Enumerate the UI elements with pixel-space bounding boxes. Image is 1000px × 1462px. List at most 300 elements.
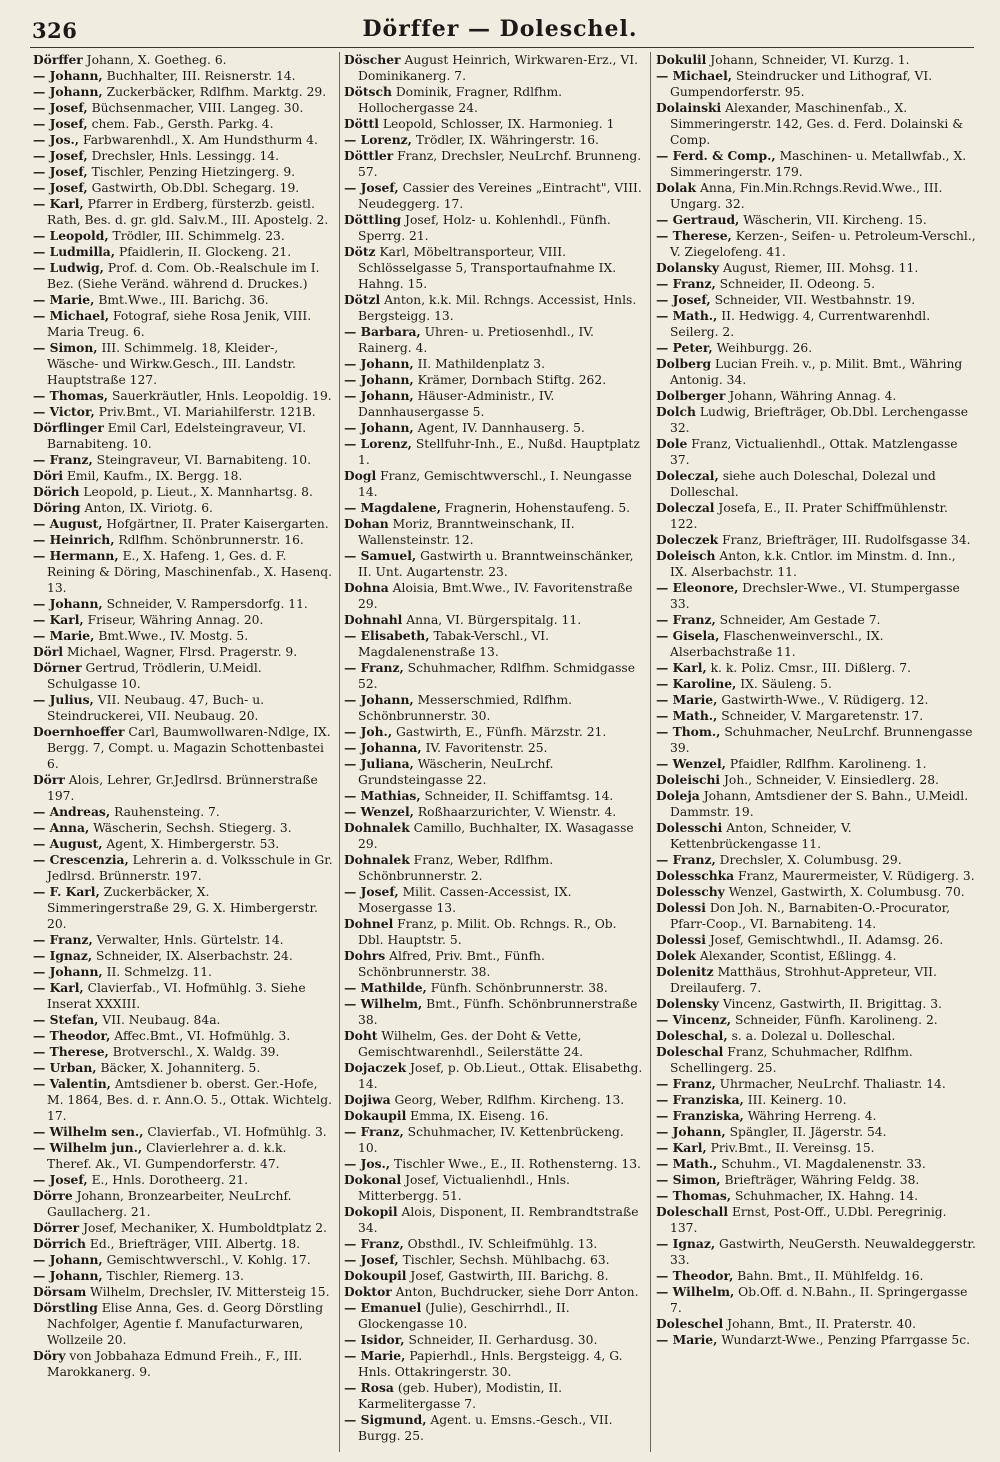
directory-entry [656, 1204, 976, 1236]
directory-entry [656, 148, 976, 180]
entry-details: Zuckerbäcker, Rdlfhm. Marktg. 29. [106, 85, 327, 99]
entry-details: Friseur, Währing Annag. 20. [87, 613, 264, 627]
directory-entry [344, 516, 644, 548]
directory-entry [656, 1108, 976, 1124]
entry-details: Schneider, II. Odeong. 5. [719, 277, 876, 291]
entry-details: Drechsler-Wwe., VI. Stumpergasse 33. [670, 581, 960, 611]
entry-details: Trödler, IX. Währingerstr. 16. [415, 133, 599, 147]
entry-details: Moriz, Branntweinschank, II. Wallensteinstr. 12. [358, 517, 575, 547]
directory-entry [656, 468, 976, 500]
column-middle [344, 52, 651, 1452]
entry-details: Gertrud, Trödlerin, U.Meidl. Schulgasse 10. [47, 661, 262, 691]
entry-name: — Andreas, [33, 804, 111, 819]
entry-details: Tabak-Verschl., VI. Magdalenenstraße 13. [358, 629, 550, 659]
entry-details: Bäcker, X. Johanniterg. 5. [100, 1061, 261, 1075]
entry-details: Vincenz, Gastwirth, II. Brigittag. 3. [722, 997, 942, 1011]
entry-name: Dohnahl [344, 612, 403, 627]
directory-entry [656, 676, 976, 692]
entry-name: — Franziska, [656, 1108, 744, 1123]
entry-details: Anton, k.k. Mil. Rchngs. Accessist, Hnls. Bergsteigg. 13. [358, 293, 637, 323]
entry-name: — Wilhelm jun., [33, 1140, 143, 1155]
directory-entry [344, 916, 644, 948]
directory-entry [656, 884, 976, 900]
entry-name: Döring [33, 500, 81, 515]
directory-entry [33, 404, 333, 420]
entry-details: Tischler Wwe., E., II. Rothensterng. 13. [394, 1157, 641, 1171]
entry-details: Uhrmacher, NeuLrchf. Thaliastr. 14. [719, 1077, 946, 1091]
entry-name: — Wilhelm, [656, 1284, 735, 1299]
header-rule [30, 47, 974, 48]
entry-details: Cassier des Vereines „Eintracht", VIII. Neudeggerg. 17. [358, 181, 642, 211]
entry-name: Dörl [33, 644, 64, 659]
directory-entry [656, 68, 976, 100]
entry-details: von Jobbahaza Edmund Freih., F., III. Marokkanerg. 9. [47, 1349, 303, 1379]
entry-name: Doleschel [656, 1316, 724, 1331]
directory-entry [656, 1172, 976, 1188]
entry-name: — Karl, [656, 660, 707, 675]
entry-name: — Theodor, [33, 1028, 111, 1043]
directory-entry [656, 756, 976, 772]
directory-entry [33, 340, 333, 388]
entry-name: — Math., [656, 1156, 718, 1171]
entry-name: — Johann, [33, 68, 103, 83]
entry-details: Krämer, Dornbach Stiftg. 262. [417, 373, 607, 387]
entry-details: VII. Neubaug. 84a. [102, 1013, 221, 1027]
directory-entry [656, 532, 976, 548]
entry-details: Joh., Schneider, V. Einsiedlerg. 28. [723, 773, 939, 787]
entry-details: Affec.Bmt., VI. Hofmühlg. 3. [114, 1029, 291, 1043]
entry-details: Emil, Kaufm., IX. Bergg. 18. [66, 469, 243, 483]
directory-entry [656, 212, 976, 228]
entry-details: Johann, Bronzearbeiter, NeuLrchf. Gaullacherg. 21. [47, 1189, 292, 1219]
entry-details: Agent. u. Emsns.-Gesch., VII. Burgg. 25. [358, 1413, 613, 1443]
entry-details: k. k. Poliz. Cmsr., III. Dißlerg. 7. [710, 661, 912, 675]
entry-name: — Johann, [344, 356, 414, 371]
entry-name: Dolessi [656, 900, 706, 915]
entry-details: Johann, X. Goetheg. 6. [86, 53, 227, 67]
entry-name: Dohnel [344, 916, 394, 931]
entry-name: — Johann, [33, 1268, 103, 1283]
entry-name: — Ignaz, [656, 1236, 716, 1251]
entry-name: Dohnalek [344, 820, 410, 835]
entry-details: Prof. d. Com. Ob.-Realschule im I. Bez. (Siehe Veränd. während d. Druckes.) [47, 261, 320, 291]
entry-details: Pfaidler, Rdlfhm. Karolineng. 1. [729, 757, 927, 771]
directory-entry [33, 420, 333, 452]
entry-name: Doleja [656, 788, 700, 803]
directory-entry [33, 1284, 333, 1300]
directory-entry [656, 932, 976, 948]
entry-name: Dörre [33, 1188, 73, 1203]
entry-name: — Johanna, [344, 740, 422, 755]
entry-details: Steingraveur, VI. Barnabiteng. 10. [96, 453, 311, 467]
directory-entry [33, 1236, 333, 1252]
directory-entry [344, 756, 644, 788]
directory-entry [656, 1124, 976, 1140]
entry-details: Tischler, Sechsh. Mühlbachg. 63. [402, 1253, 610, 1267]
directory-entry [344, 628, 644, 660]
entry-details: Zuckerbäcker, X. Simmeringerstraße 29, G. X. Himbergerstr. 20. [47, 885, 318, 931]
entry-name: Dojiwa [344, 1092, 391, 1107]
directory-entry [33, 164, 333, 180]
entry-details: Briefträger, Währing Feldg. 38. [724, 1173, 920, 1187]
entry-details: Milit. Cassen-Accessist, IX. Mosergasse 13. [358, 885, 572, 915]
entry-details: III. Schimmelg. 18, Kleider-, Wäsche- und Wirkw.Gesch., III. Landstr. Hauptstraße 127. [47, 341, 296, 387]
entry-name: — Johann, [344, 692, 414, 707]
entry-details: Messerschmied, Rdlfhm. Schönbrunnerstr. 30. [358, 693, 573, 723]
directory-entry [656, 1268, 976, 1284]
directory-entry [33, 148, 333, 164]
entry-details: Alexander, Scontist, Eßlingg. 4. [699, 949, 897, 963]
entry-name: Doleczek [656, 532, 719, 547]
directory-entry [656, 1316, 976, 1332]
entry-details: Josefa, E., II. Prater Schiffmühlenstr. 122. [670, 501, 948, 531]
entry-name: — Wenzel, [344, 804, 414, 819]
directory-entry [33, 820, 333, 836]
entry-details: Carl, Baumwollwaren-Ndlge, IX. Bergg. 7, Compt. u. Magazin Schottenbastei 6. [47, 725, 331, 771]
entry-name: Dokaupil [344, 1108, 407, 1123]
entry-name: Doht [344, 1028, 378, 1043]
entry-details: Anna, Fin.Min.Rchngs.Revid.Wwe., III. Ungarg. 32. [670, 181, 943, 211]
entry-name: — Ludmilla, [33, 244, 116, 259]
entry-details: Agent, X. Himbergerstr. 53. [106, 837, 280, 851]
entry-details: Wäscherin, Sechsh. Stiegerg. 3. [93, 821, 292, 835]
directory-entry [656, 100, 976, 148]
entry-details: Anton, Buchdrucker, siehe Dorr Anton. [395, 1285, 639, 1299]
directory-entry [344, 580, 644, 612]
entry-details: Schuhmacher, Rdlfhm. Schmidgasse 52. [358, 661, 635, 691]
directory-entry [33, 260, 333, 292]
directory-entry [656, 1284, 976, 1316]
directory-entry [656, 964, 976, 996]
entry-details: Emil Carl, Edelsteingraveur, VI. Barnabiteng. 10. [47, 421, 307, 451]
entry-name: Dötz [344, 244, 376, 259]
entry-details: Karl, Möbeltransporteur, VIII. Schlösselgasse 5, Transportaufnahme IX. Hahng. 15. [358, 245, 617, 291]
entry-details: II. Mathildenplatz 3. [417, 357, 546, 371]
directory-entry [33, 228, 333, 244]
entry-name: Dokopil [344, 1204, 398, 1219]
entry-name: Doktor [344, 1284, 392, 1299]
directory-entry [344, 740, 644, 756]
entry-name: — Jos., [33, 132, 80, 147]
entry-details: Priv.Bmt., VI. Mariahilferstr. 121B. [98, 405, 316, 419]
entry-name: — Josef, [344, 180, 399, 195]
directory-entry [344, 1348, 644, 1380]
entry-details: E., Hnls. Dorotheerg. 21. [91, 1173, 249, 1187]
entry-details: chem. Fab., Gersth. Parkg. 4. [91, 117, 274, 131]
entry-name: — Juliana, [344, 756, 414, 771]
entry-details: Emma, IX. Eiseng. 16. [410, 1109, 549, 1123]
entry-name: — Wilhelm, [344, 996, 423, 1011]
directory-entry [33, 724, 333, 772]
directory-entry [344, 436, 644, 468]
entry-details: Johann, Amtsdiener der S. Bahn., U.Meidl. Dammstr. 19. [670, 789, 969, 819]
entry-details: Währing Herreng. 4. [747, 1109, 877, 1123]
directory-entry [33, 852, 333, 884]
entry-details: Michael, Wagner, Flrsd. Pragerstr. 9. [66, 645, 298, 659]
entry-name: Dolansky [656, 260, 720, 275]
entry-name: Doleschall [656, 1204, 729, 1219]
entry-name: Doleisch [656, 548, 716, 563]
entry-name: Dolak [656, 180, 697, 195]
directory-entry [33, 1140, 333, 1172]
entry-details: Elise Anna, Ges. d. Georg Dörstling Nachfolger, Agentie f. Manufacturwaren, Wollzeile 20. [47, 1301, 324, 1347]
directory-entry [656, 500, 976, 532]
directory-entry [344, 212, 644, 244]
entry-name: — Johann, [33, 84, 103, 99]
entry-details: Alois, Disponent, II. Rembrandtstraße 34. [358, 1205, 639, 1235]
entry-details: Ed., Briefträger, VIII. Albertg. 18. [89, 1237, 301, 1251]
entry-details: Uhren- u. Pretiosenhdl., IV. Rainerg. 4. [358, 325, 594, 355]
directory-entry [656, 852, 976, 868]
directory-entry [33, 548, 333, 596]
entry-name: Dörrich [33, 1236, 86, 1251]
entry-name: — August, [33, 516, 103, 531]
directory-entry [33, 772, 333, 804]
entry-details: Steindrucker und Lithograf, VI. Gumpendorferstr. 95. [670, 69, 933, 99]
directory-entry [656, 292, 976, 308]
entry-details: Alfred, Priv. Bmt., Fünfh. Schönbrunnerstr. 38. [358, 949, 545, 979]
entry-name: — Math., [656, 708, 718, 723]
directory-entry [33, 628, 333, 644]
entry-name: — Franz, [344, 660, 404, 675]
directory-entry [344, 1172, 644, 1204]
directory-entry [344, 1300, 644, 1332]
entry-details: Büchsenmacher, VIII. Langeg. 30. [91, 101, 304, 115]
directory-entry [33, 484, 333, 500]
directory-entry [656, 1236, 976, 1268]
entry-name: — Franz, [344, 1236, 404, 1251]
entry-details: Obsthdl., IV. Schleifmühlg. 13. [407, 1237, 598, 1251]
entry-details: Wenzel, Gastwirth, X. Columbusg. 70. [728, 885, 965, 899]
entry-name: — F. Karl, [33, 884, 100, 899]
entry-details: Roßhaarzurichter, V. Wienstr. 4. [417, 805, 617, 819]
entry-name: — Isidor, [344, 1332, 405, 1347]
entry-details: August Heinrich, Wirkwaren-Erz., VI. Dominikanerg. 7. [358, 53, 638, 83]
entry-name: Dohan [344, 516, 389, 531]
entry-details: Wilhelm, Drechsler, IV. Mittersteig 15. [90, 1285, 330, 1299]
entry-details: Anton, k.k. Cntlor. im Minstm. d. Inn., IX. Alserbachstr. 11. [670, 549, 956, 579]
entry-details: Josef, Holz- u. Kohlenhdl., Fünfh. Sperrg. 21. [358, 213, 611, 243]
entry-name: — Johann, [344, 388, 414, 403]
directory-entry [33, 692, 333, 724]
entry-name: — Karl, [33, 196, 84, 211]
directory-entry [344, 1156, 644, 1172]
directory-entry [33, 516, 333, 532]
directory-entry [33, 1188, 333, 1220]
entry-details: Franz, Schuhmacher, Rdlfhm. Schellingerg. 25. [670, 1045, 913, 1075]
entry-name: — Johann, [33, 964, 103, 979]
directory-entry [656, 1140, 976, 1156]
entry-name: — Ignaz, [33, 948, 93, 963]
entry-name: — Stefan, [33, 1012, 99, 1027]
entry-details: Drechsler, Hnls. Lessingg. 14. [91, 149, 280, 163]
entry-name: Döttler [344, 148, 394, 163]
entry-name: Doernhoeffer [33, 724, 125, 739]
entry-name: Dohrs [344, 948, 386, 963]
entry-name: — Josef, [33, 180, 88, 195]
entry-details: Schuhmacher, NeuLrchf. Brunnengasse 39. [670, 725, 973, 755]
entry-name: — Marie, [344, 1348, 406, 1363]
entry-name: — Math., [656, 308, 718, 323]
directory-entry [33, 1172, 333, 1188]
directory-entry [656, 1028, 976, 1044]
entry-name: — Elisabeth, [344, 628, 430, 643]
entry-details: Spängler, II. Jägerstr. 54. [729, 1125, 887, 1139]
directory-entry [33, 388, 333, 404]
entry-details: IV. Favoritenstr. 25. [425, 741, 548, 755]
entry-name: — Rosa [344, 1380, 394, 1395]
entry-name: — Vincenz, [656, 1012, 732, 1027]
entry-details: Dominik, Fragner, Rdlfhm. Hollochergasse 24. [358, 85, 563, 115]
entry-name: Dörich [33, 484, 80, 499]
entry-name: — Wilhelm sen., [33, 1124, 144, 1139]
directory-entry [344, 1236, 644, 1252]
entry-name: — Franz, [656, 612, 716, 627]
entry-name: — Johann, [344, 372, 414, 387]
entry-name: Dolberg [656, 356, 712, 371]
directory-entry [656, 708, 976, 724]
entry-details: Bmt.Wwe., III. Barichg. 36. [98, 293, 269, 307]
directory-entry [656, 1188, 976, 1204]
directory-entry [33, 1124, 333, 1140]
entry-details: Maschinen- u. Metallwfab., X. Simmeringerstr. 179. [670, 149, 967, 179]
directory-entry [344, 84, 644, 116]
directory-entry [344, 1108, 644, 1124]
entry-name: — Leopold, [33, 228, 109, 243]
directory-entry [656, 260, 976, 276]
entry-name: — Heinrich, [33, 532, 115, 547]
entry-name: Dolensky [656, 996, 719, 1011]
entry-details: Alois, Lehrer, Gr.Jedlrsd. Brünnerstraße 197. [47, 773, 318, 803]
directory-entry [344, 180, 644, 212]
entry-name: Dohnalek [344, 852, 410, 867]
entry-details: Gastwirth, Ob.Dbl. Schegarg. 19. [91, 181, 300, 195]
entry-details: Johann, Bmt., II. Praterstr. 40. [727, 1317, 917, 1331]
directory-entry [344, 1092, 644, 1108]
directory-entry [656, 228, 976, 260]
entry-details: Lehrerin a. d. Volksschule in Gr. Jedlrsd. Brünnerstr. 197. [47, 853, 333, 883]
entry-details: Franz, p. Milit. Ob. Rchngs. R., Ob. Dbl. Hauptstr. 5. [358, 917, 617, 947]
entry-name: Dolenitz [656, 964, 714, 979]
entry-name: — Gertraud, [656, 212, 740, 227]
entry-name: — Lorenz, [344, 436, 412, 451]
directory-entry [344, 420, 644, 436]
entry-details: Schneider, VII. Westbahnstr. 19. [714, 293, 916, 307]
directory-entry [656, 772, 976, 788]
entry-name: Dolberger [656, 388, 726, 403]
entry-name: — Thom., [656, 724, 721, 739]
entry-name: Dohna [344, 580, 389, 595]
entry-details: Ernst, Post-Off., U.Dbl. Peregrinig. 137. [670, 1205, 947, 1235]
entry-details: Camillo, Buchhalter, IX. Wasagasse 29. [358, 821, 634, 851]
entry-details: Franz, Gemischtwverschl., I. Neungasse 14. [358, 469, 632, 499]
directory-entry [33, 1060, 333, 1076]
directory-entry [344, 996, 644, 1028]
entry-name: — Franz, [344, 1124, 404, 1139]
entry-name: — Jos., [344, 1156, 391, 1171]
entry-name: — Thomas, [656, 1188, 732, 1203]
directory-entry [656, 660, 976, 676]
entry-details: Schneider, Am Gestade 7. [719, 613, 881, 627]
entry-details: Don Joh. N., Barnabiten-O.-Procurator, Pfarr-Coop., VI. Barnabiteng. 14. [670, 901, 951, 931]
directory-entry [33, 804, 333, 820]
entry-name: Dolessi [656, 932, 706, 947]
directory-entry [344, 244, 644, 292]
directory-entry [344, 1060, 644, 1092]
entry-name: Dolch [656, 404, 696, 419]
entry-name: — Josef, [33, 100, 88, 115]
entry-name: Döscher [344, 52, 401, 67]
entry-details: Gastwirth, E., Fünfh. Märzstr. 21. [396, 725, 607, 739]
entry-details: Gastwirth-Wwe., V. Rüdigerg. 12. [721, 693, 929, 707]
directory-entry [344, 52, 644, 84]
entry-details: Agent, IV. Dannhauserg. 5. [417, 421, 585, 435]
entry-details: Ludwig, Briefträger, Ob.Dbl. Lerchengasse 32. [670, 405, 969, 435]
entry-details: Johann, Schneider, VI. Kurzg. 1. [710, 53, 910, 67]
entry-name: — Michael, [656, 68, 733, 83]
entry-details: (Julie), Geschirrhdl., II. Glockengasse 10. [358, 1301, 570, 1331]
entry-details: Tischler, Penzing Hietzingerg. 9. [91, 165, 296, 179]
directory-entry [344, 372, 644, 388]
entry-name: — Josef, [33, 164, 88, 179]
entry-details: Clavierfab., VI. Hofmühlg. 3. [147, 1125, 327, 1139]
directory-entry [344, 148, 644, 180]
directory-entry [656, 1044, 976, 1076]
entry-details: Schneider, Fünfh. Karolineng. 2. [734, 1013, 938, 1027]
entry-details: Fünfh. Schönbrunnerstr. 38. [430, 981, 608, 995]
entry-name: Döry [33, 1348, 66, 1363]
entry-details: Buchhalter, III. Reisnerstr. 14. [106, 69, 296, 83]
entry-details: Papierhdl., Hnls. Bergsteigg. 4, G. Hnls. Ottakringerstr. 30. [358, 1349, 623, 1379]
entry-name: Dörsam [33, 1284, 87, 1299]
entry-details: Franz, Victualienhdl., Ottak. Matzlengasse 37. [670, 437, 958, 467]
directory-entry [656, 788, 976, 820]
entry-details: (geb. Huber), Modistin, II. Karmelitergasse 7. [358, 1381, 563, 1411]
entry-details: Hofgärtner, II. Prater Kaisergarten. [106, 517, 329, 531]
entry-name: — Thomas, [33, 388, 109, 403]
directory-entry [33, 244, 333, 260]
entry-details: Anton, IX. Viriotg. 6. [84, 501, 213, 515]
entry-details: Kerzen-, Seifen- u. Petroleum-Verschl., V. Ziegelofeng. 41. [670, 229, 976, 259]
entry-details: Stellfuhr-Inh., E., Nußd. Hauptplatz 1. [358, 437, 640, 467]
entry-details: Johann, Währing Annag. 4. [729, 389, 897, 403]
entry-name: Doleschal [656, 1044, 724, 1059]
entry-name: — Johann, [33, 596, 103, 611]
entry-details: Fotograf, siehe Rosa Jenik, VIII. Maria Treug. 6. [47, 309, 312, 339]
directory-entry [656, 1012, 976, 1028]
directory-entry [344, 324, 644, 356]
entry-name: — Marie, [33, 292, 95, 307]
directory-entry [33, 932, 333, 948]
entry-name: — August, [33, 836, 103, 851]
entry-details: Franz, Weber, Rdlfhm. Schönbrunnerstr. 2. [358, 853, 554, 883]
directory-entry [33, 1252, 333, 1268]
directory-entry [33, 468, 333, 484]
entry-name: — Anna, [33, 820, 90, 835]
directory-entry [656, 996, 976, 1012]
directory-entry [344, 804, 644, 820]
entry-name: Dörr [33, 772, 65, 787]
directory-entry [33, 1076, 333, 1124]
entry-name: Döttl [344, 116, 379, 131]
directory-entry [344, 1252, 644, 1268]
directory-entry [656, 1076, 976, 1092]
entry-details: Josef, Mechaniker, X. Humboldtplatz 2. [83, 1221, 327, 1235]
directory-entry [656, 868, 976, 884]
entry-name: Dolainski [656, 100, 722, 115]
entry-details: Franz, Briefträger, III. Rudolfsgasse 34. [722, 533, 971, 547]
directory-entry [344, 132, 644, 148]
